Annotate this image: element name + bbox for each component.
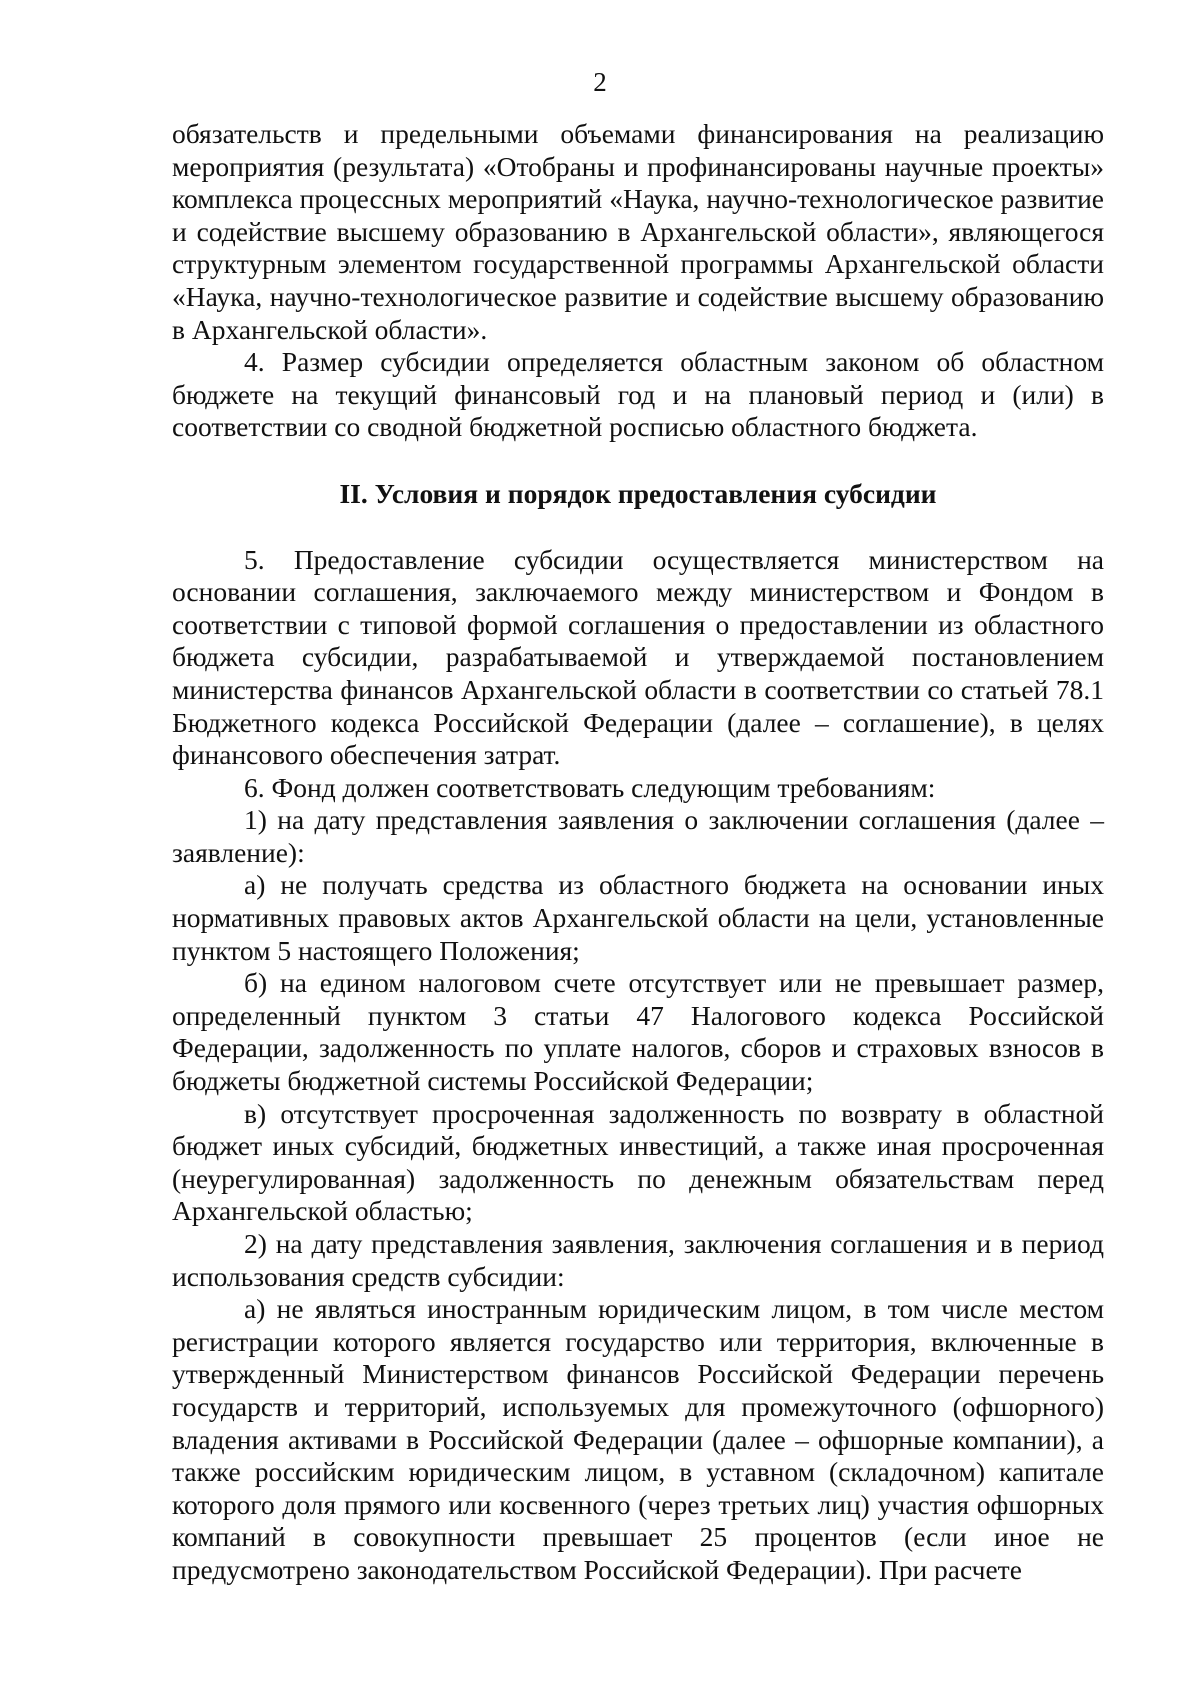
paragraph-subitem-1: 1) на дату представления заявления о заключении соглашения (далее – заявление): [172,804,1104,868]
paragraph-subitem-2a: а) не являться иностранным юридическим лицом, в том числе местом регистрации которого является государство или территория, включенные в утвержденный Министерством финансов Российской Федерации перечень государств и территорий, используемых для промежуточного (офшорного) владения активами в Российской Федерации (далее – офшорные компании), а также российским юридическим лицом, в уставном (складочном) капитале которого доля прямого или косвенного (через третьих лиц) участия офшорных компаний в совокупности превышает 25 процентов (если иное не предусмотрено законодательством Российской Федерации). При расчете [172,1293,1104,1585]
page-number: 2 [593,67,607,97]
document-body [172,118,1104,1587]
paragraph-item-6: 6. Фонд должен соответствовать следующим требованиям: [244,771,936,803]
paragraph-subitem-1a: а) не получать средства из областного бюджета на основании иных нормативных правовых актов Архангельской области на цели, установленные пунктом 5 настоящего Положения; [172,869,1104,966]
paragraph-continuation: обязательств и предельными объемами финансирования на реализацию мероприятия (результата) «Отобраны и профинансированы научные проекты» комплекса процессных мероприятий «Наука, научно-технологическое развитие и содействие высшему образованию в Архангельской области», являющегося структурным элементом государственной программы Архангельской области «Наука, научно-технологическое развитие и содействие высшему образованию в Архангельской области». [172,118,1104,345]
paragraph-item-4: 4. Размер субсидии определяется областным законом об областном бюджете на текущий финансовый год и на плановый период и (или) в соответствии со сводной бюджетной росписью областного бюджета. [172,346,1104,443]
paragraph-subitem-1c: в) отсутствует просроченная задолженность по возврату в областной бюджет иных субсидий, бюджетных инвестиций, а также иная просроченная (неурегулированная) задолженность по денежным обязательствам перед Архангельской областью; [172,1097,1104,1227]
section-heading: II. Условия и порядок предоставления субсидии [339,477,937,509]
paragraph-subitem-1b: б) на едином налоговом счете отсутствует или не превышает размер, определенный пунктом 3 статьи 47 Налогового кодекса Российской Федерации, задолженность по уплате налогов, сборов и страховых взносов в бюджеты бюджетной системы Российской Федерации; [172,967,1104,1097]
paragraph-subitem-2: 2) на дату представления заявления, заключения соглашения и в период использования средств субсидии: [172,1228,1104,1292]
paragraph-item-5: 5. Предоставление субсидии осуществляется министерством на основании соглашения, заключаемого между министерством и Фондом в соответствии с типовой формой соглашения о предоставлении из областного бюджета субсидии, разрабатываемой и утверждаемой постановлением министерства финансов Архангельской области в соответствии со статьей 78.1 Бюджетного кодекса Российской Федерации (далее – соглашение), в целях финансового обеспечения затрат. [172,543,1104,771]
